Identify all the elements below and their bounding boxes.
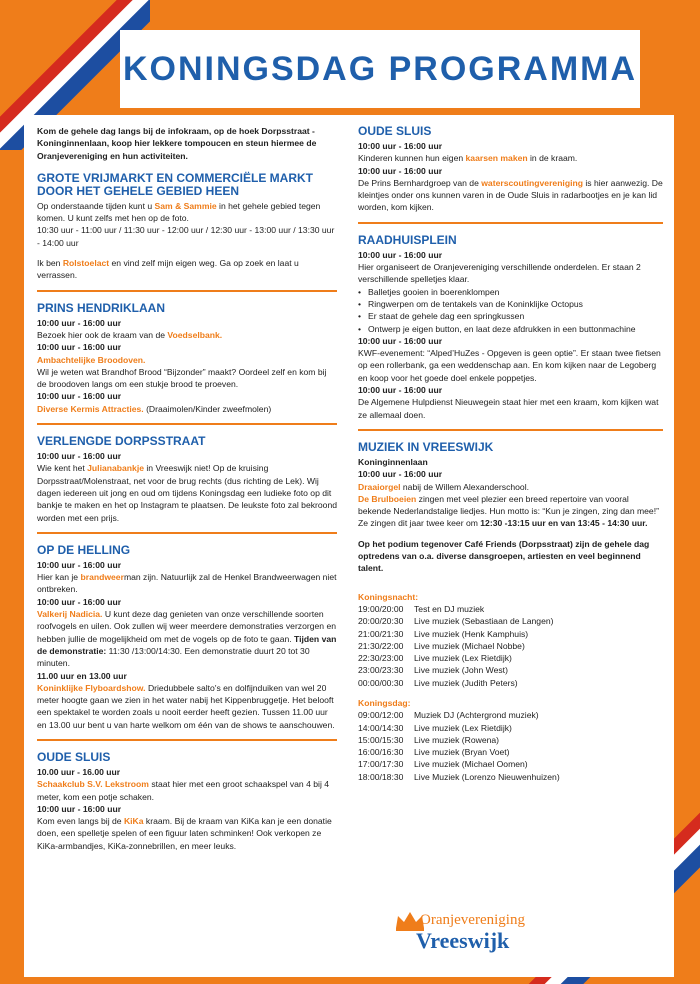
paragraph: De Algemene Hulpdienst Nieuwegein staat hier met een kraam, kom kijken wat ze allemaal doen. (358, 397, 659, 420)
time-slot: 10:00 uur - 16:00 uur (358, 141, 443, 151)
paragraph: De Brulboeien zingen met veel plezier een breed repertoire van vooral bekende Nederlandstalige liedjes. Hun motto is: “Kun je zingen, zing dan mee!” Ze zingen dit jaar twee keer om 12:30 -13:15 uur en van 13:45 - 14:30 uur. (358, 493, 659, 529)
time-slot: 10:00 uur - 16:00 uur (358, 469, 443, 480)
time-slot: 10:00 uur - 16:00 uur (37, 391, 122, 402)
section-title: OP DE HELLING (37, 542, 131, 557)
paragraph: Koninklijke Flyboardshow. Driedubbele salto's en dolfijnduiken van wel 20 meter hoogte gaan we zien in het water nabij het Kippenbruggetje. Het belooft een spektakel te worden zoals u nooit eerder heeft gezien. Tussen 11.00 uur en 13.00 uur bent u van harte welkom om één van de shows te aanschouwen. (37, 682, 335, 730)
schedule-act: Live Muziek (Lorenzo Nieuwenhuizen) (414, 771, 560, 782)
paragraph: Draaiorgel nabij de Willem Alexanderschool. (358, 481, 530, 492)
section-helling (37, 544, 337, 731)
section-raadhuisplein (358, 234, 663, 421)
section-title: OUDE SLUIS (37, 749, 111, 764)
section-oude-sluis-left (37, 751, 337, 852)
schedule-time: 00:00/00:30 (358, 677, 404, 688)
schedule-act: Live muziek (Michael Nobbe) (414, 640, 525, 651)
paragraph: Hier organiseert de Oranjevereniging verschillende onderdelen. Er staan 2 verschillende spelletjes klaar. (358, 262, 641, 285)
schedule-time: 21:00/21:30 (358, 628, 404, 639)
paragraph: Op onderstaande tijden kunt u Sam & Sammie in het gehele gebied tegen komen. U kunt zelfs met hen op de foto. (37, 200, 321, 224)
paragraph: Hier kan je brandweerman zijn. Natuurlijk zal de Henkel Brandweerwagen niet ontbreken. (37, 572, 337, 595)
list-item: • Ontwerp je eigen button, en laat deze afdrukken in een buttonmachine (358, 323, 663, 335)
times-text: 10:30 uur - 11:00 uur / 11:30 uur - 12:00 uur / 12:30 uur - 13:00 uur / 13:30 uur - 14:00 uur (37, 225, 335, 248)
schedule-act: Test en DJ muziek (414, 603, 485, 614)
schedule-time: 20:00/20:30 (358, 616, 404, 627)
schedule-time: 18:00/18:30 (358, 771, 404, 782)
time-slot: 10:00 uur - 16:00 uur (358, 335, 443, 346)
list-item: • Er staat de gehele dag een springkussen (358, 310, 663, 322)
oranjevereniging-logo (394, 910, 544, 960)
time-slot: 10:00 uur - 16:00 uur (37, 451, 122, 462)
section-title: GROTE VRIJMARKT EN COMMERCIËLE MARKT DOOR HET GEHELE GEBIED HEEN (37, 170, 313, 198)
schedule-time: 09:00/12:00 (358, 710, 404, 721)
paragraph: Kinderen kunnen hun eigen kaarsen maken in de kraam. (358, 153, 578, 164)
time-slot: 10:00 uur - 16:00 uur (37, 317, 122, 328)
divider (37, 423, 337, 425)
divider (37, 739, 337, 741)
paragraph: Kom even langs bij de KiKa kraam. Bij de kraam van KiKa kan je een donatie doen, een spelletje spelen of een figuur laten schminken! Ook verkopen ze KiKa-armbandjes, KiKa-zonnebrillen, en meer leuks. (37, 816, 332, 851)
paragraph: Ik ben Rolstoelact en vind zelf mijn eigen weg. Ga op zoek en laat u verrassen. (37, 258, 299, 281)
section-title: MUZIEK IN VREESWIJK (358, 439, 494, 454)
list-item: • Ringwerpen om de tentakels van de Koninklijke Octopus (358, 298, 663, 310)
koningsdag-title: Koningsdag: (358, 697, 411, 708)
left-column (37, 115, 337, 858)
time-slot: 10.00 uur - 16.00 uur (37, 766, 121, 777)
paragraph: Schaakclub S.V. Lekstroom staat hier met een groot schaakspel van 4 bij 4 meter, kom een potje schaken. (37, 779, 330, 802)
schedule-act: Live muziek (Judith Peters) (414, 677, 518, 688)
program-panel (24, 115, 674, 977)
time-slot: 10:00 uur - 16:00 uur (358, 249, 443, 260)
podium-text: Op het podium tegenover Café Friends (Dorpsstraat) zijn de gehele dag optredens van o.a. diverse dansgroepen, artiesten en veel beginnend talent. (358, 538, 650, 574)
time-slot: 11.00 uur en 13.00 uur (37, 670, 127, 681)
schedule-time: 15:00/15:30 (358, 734, 404, 745)
koningsnacht-title: Koningsnacht: (358, 591, 419, 602)
schedule-time: 16:00/16:30 (358, 747, 404, 758)
schedule-act: Muziek DJ (Achtergrond muziek) (414, 710, 539, 721)
paragraph: KWF-evenement: “Alped’HuZes - Opgeven is geen optie”. Er staan twee fietsen op een rollerbank, ga een weddenschap aan. En kom kijken naar de Legoberg en koop voor het goede doel enkele poppetjes. (358, 348, 661, 383)
divider (358, 222, 663, 224)
time-slot: 10:00 uur - 16:00 uur (358, 165, 443, 176)
schedule-act: Live muziek (Sebastiaan de Langen) (414, 616, 554, 627)
time-slot: 10:00 uur - 16:00 uur (37, 803, 122, 814)
paragraph: Wie kent het Julianabankje in Vreeswijk niet! Op de kruising Dorpsstraat/Molenstraat, net voor de brug rechts (dus richting de Lek). Wij dagen iedereen uit jong en oud om tijdens Koningsdag een ludieke foto op dit bankje te maken en het op Instagram te plaatsen. De leukste foto zal bekroond worden met een prijs. (37, 463, 338, 523)
paragraph: Wil je weten wat Brandhof Brood “Bijzonder” maakt? Oordeel zelf en kom bij de broodoven langs om een stukje brood te proeven. (37, 366, 327, 390)
intro-text: Kom de gehele dag langs bij de infokraam, op de hoek Dorpsstraat - Koninginnenlaan, koop hier lekkere tompoucen en steun hiermee de Oranjevereniging en hun activiteiten. (37, 126, 317, 161)
section-hendriklaan (37, 302, 337, 415)
schedule-act: Live muziek (John West) (414, 665, 508, 676)
activity-list (358, 286, 663, 335)
time-slot: 10:00 uur - 16:00 uur (358, 385, 443, 396)
koningsdag-schedule (358, 709, 663, 783)
subtitle: Koninginnenlaan (358, 456, 428, 467)
schedule-act: Live muziek (Lex Rietdijk) (414, 722, 512, 733)
schedule-act: Live muziek (Bryan Voet) (414, 747, 510, 758)
time-slot: 10:00 uur - 16:00 uur (37, 559, 122, 570)
schedule-time: 21:30/22:00 (358, 640, 404, 651)
paragraph: Valkerij Nadicia. U kunt deze dag genieten van onze verschillende soorten roofvogels en uilen. Ook zullen wij weer meerdere demonstraties verzorgen en hebben jullie de mogelijkheid om met de vogels op de foto te gaan. Tijden van de demonstratie: 11:30 /13:00/14:30. Een demonstratie duurt 20 tot 30 minuten. (37, 609, 337, 669)
paragraph: De Prins Bernhardgroep van de waterscoutingvereniging is hier aanwezig. De kleintjes onder ons kunnen varen in de Oude Sluis in radarbootjes en je kan lid worden, kom kijken. (358, 177, 663, 213)
koningsnacht-schedule (358, 603, 663, 689)
paragraph: Bezoek hier ook de kraam van de Voedselbank. (37, 329, 223, 340)
section-vrijmarkt (37, 172, 337, 282)
schedule-act: Live muziek (Henk Kamphuis) (414, 628, 529, 639)
section-muziek (358, 441, 663, 783)
section-dorpsstraat (37, 435, 337, 524)
section-title: VERLENGDE DORPSSTRAAT (37, 434, 206, 449)
logo-text-line1: Oranjevereniging (420, 912, 525, 928)
schedule-time: 22:30/23:00 (358, 653, 404, 664)
schedule-act: Live muziek (Lex Rietdijk) (414, 653, 512, 664)
highlight: Ambachtelijke Broodoven. (37, 354, 146, 365)
title-banner (120, 30, 640, 108)
schedule-time: 17:00/17:30 (358, 759, 404, 770)
right-column (358, 115, 663, 789)
time-slot: 10:00 uur - 16:00 uur (37, 342, 122, 353)
section-title: RAADHUISPLEIN (358, 232, 457, 247)
paragraph: Diverse Kermis Attracties. (Draaimolen/Kinder zweefmolen) (37, 403, 272, 414)
divider (37, 290, 337, 292)
logo-text-line2: Vreeswijk (416, 928, 510, 953)
section-title: OUDE SLUIS (358, 124, 432, 138)
section-oude-sluis-right (358, 125, 663, 214)
section-title: PRINS HENDRIKLAAN (37, 300, 166, 315)
schedule-time: 23:00/23:30 (358, 665, 404, 676)
schedule-act: Live muziek (Rowena) (414, 734, 500, 745)
page-title: KONINGSDAG PROGRAMMA (122, 49, 638, 88)
schedule-time: 14:00/14:30 (358, 722, 404, 733)
list-item: • Balletjes gooien in boerenklompen (358, 286, 663, 298)
schedule-time: 19:00/20:00 (358, 603, 404, 614)
divider (358, 429, 663, 431)
time-slot: 10:00 uur - 16:00 uur (37, 596, 122, 607)
divider (37, 532, 337, 534)
schedule-act: Live muziek (Michael Oomen) (414, 759, 528, 770)
